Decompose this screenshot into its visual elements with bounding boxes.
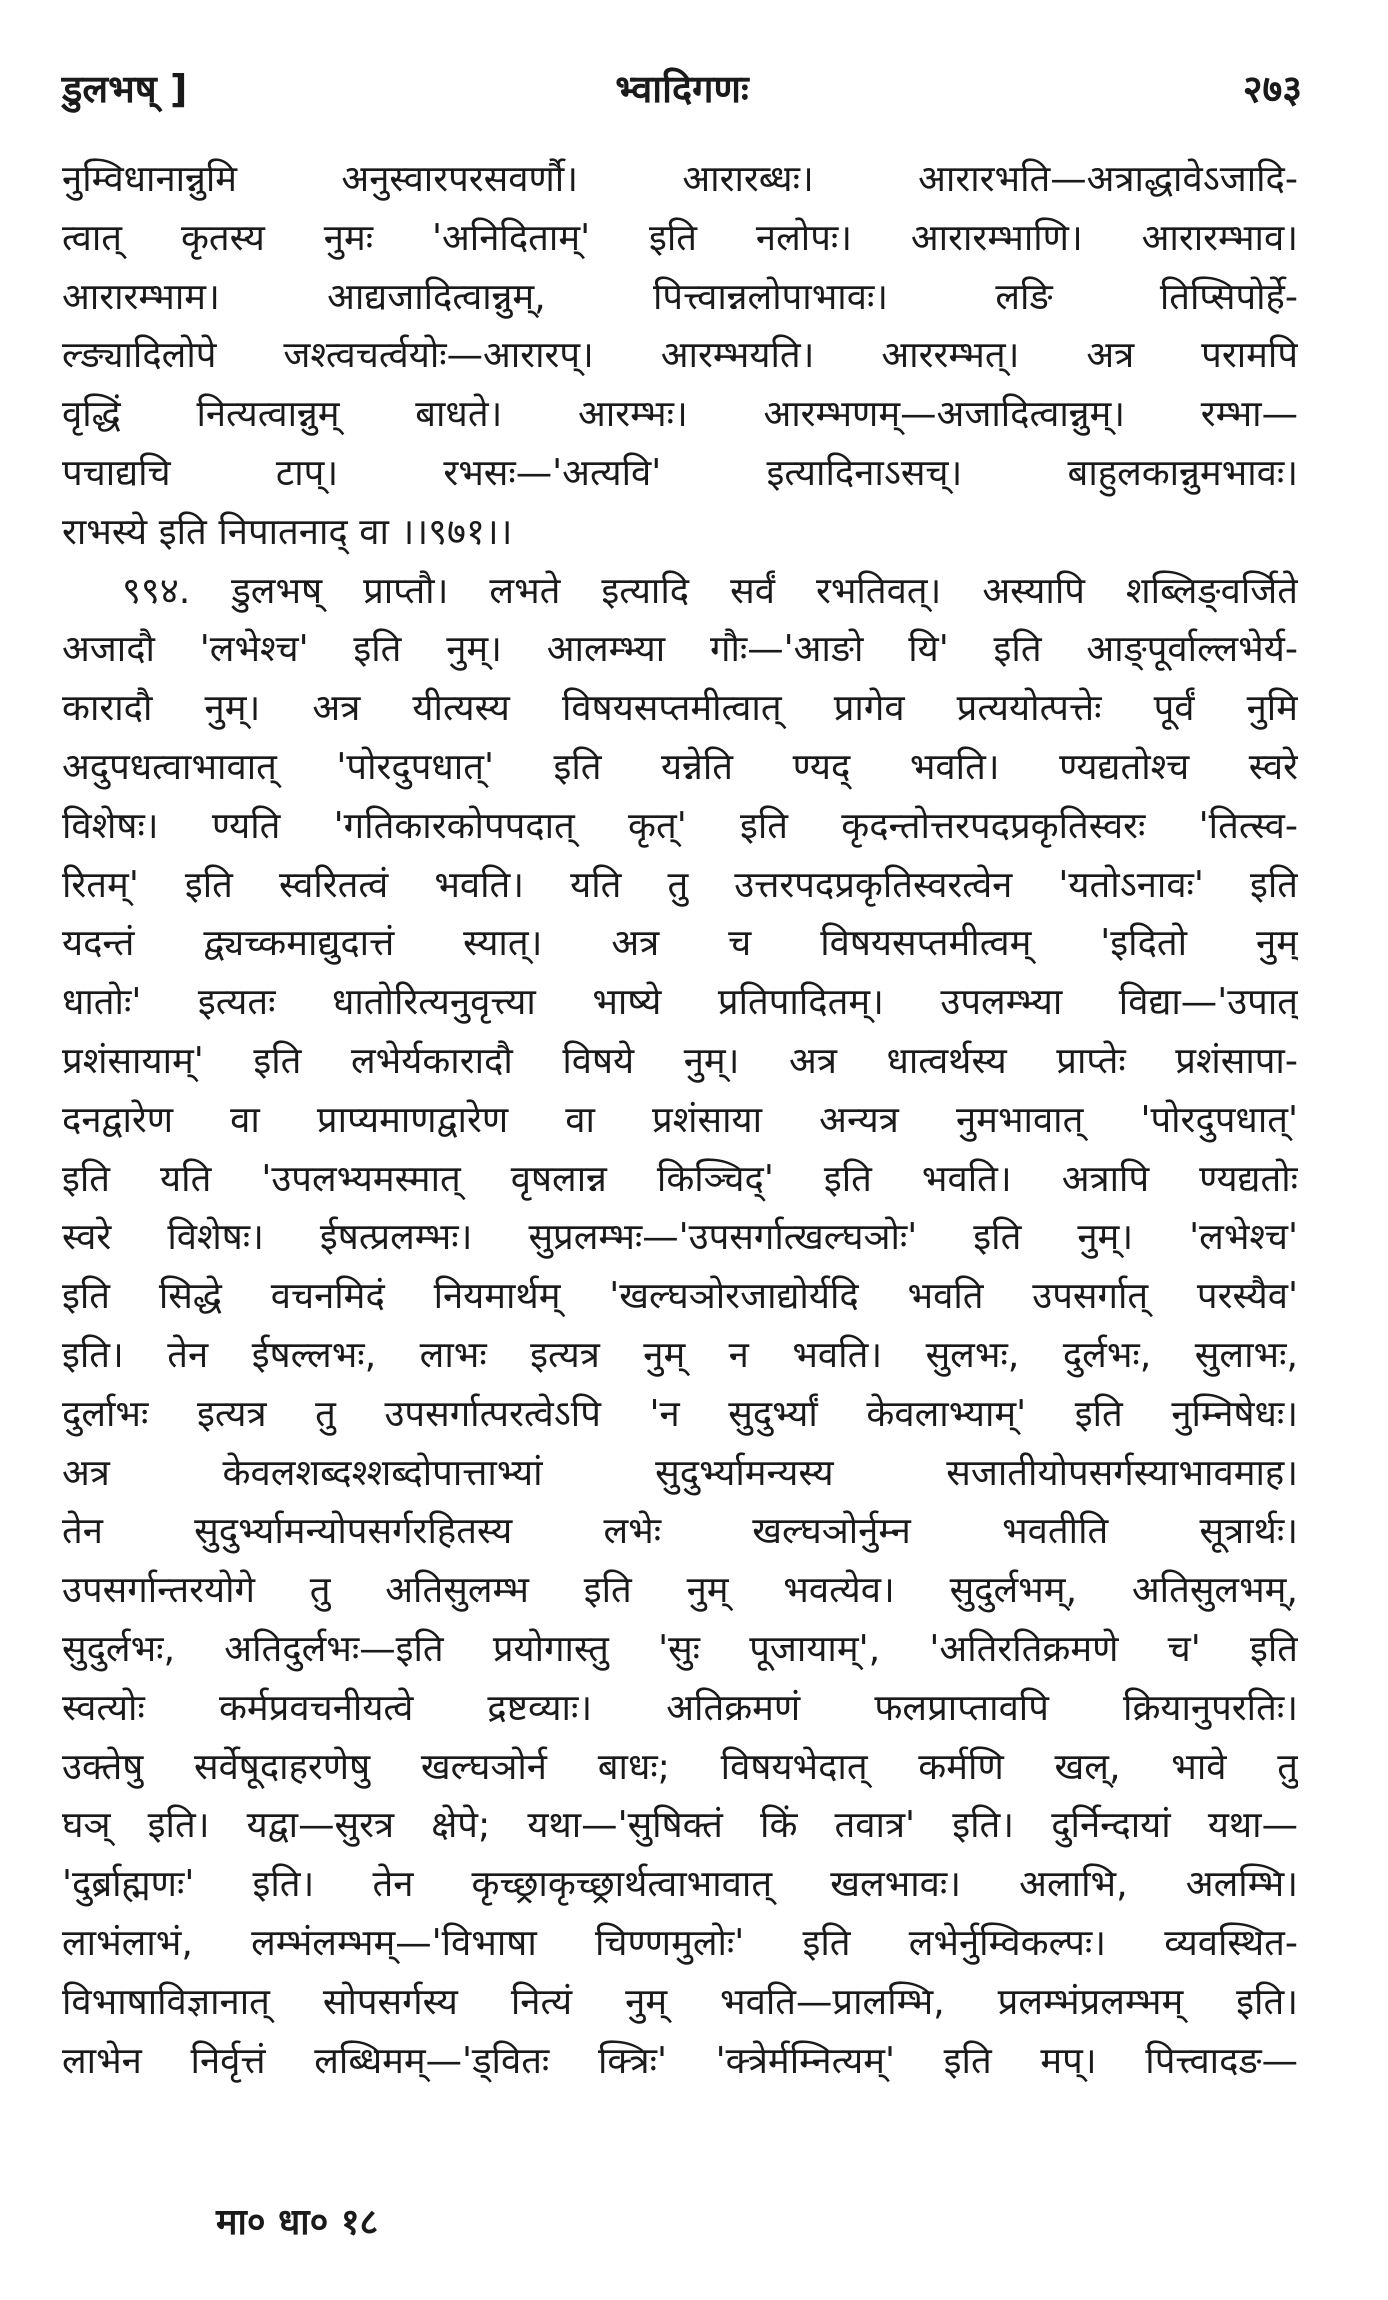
text-line: लाभंलाभं, लम्भंलम्भम्—'विभाषा चिण्णमुलोः' इति लभेर्नुम्विकल्पः। व्यवस्थित- [62,1920,1298,1964]
text-line: उक्तेषु सर्वेषूदाहरणेषु खल्घञोर्न बाधः; विषयभेदात् कर्मणि खल्, भावे तु [62,1744,1298,1788]
text-line: त्वात् कृतस्य नुमः 'अनिदिताम्' इति नलोपः। आरारम्भाणि। आरारम्भाव। [62,215,1298,259]
text-line: इति। तेन ईषल्लभः, लाभः इत्यत्र नुम् न भवति। सुलभः, दुर्लभः, सुलाभः, [62,1332,1298,1376]
text-line: ल्ङ्यादिलोपे जश्त्वचर्त्वयोः—आरारप्। आरम्भयति। आररम्भत्। अत्र परामपि [62,333,1298,377]
page-number: २७३ [1242,67,1302,111]
text-line: सुदुर्लभः, अतिदुर्लभः—इति प्रयोगास्तु 'सुः पूजायाम्', 'अतिरतिक्रमणे च' इति [62,1626,1298,1670]
header-chapter-title: भ्वादिगणः [615,67,749,111]
text-line: अजादौ 'लभेश्च' इति नुम्। आलम्भ्या गौः—'आङो यि' इति आङ्पूर्वाल्लभेर्य- [62,627,1298,671]
text-line: नुम्विधानान्नुमि अनुस्वारपरसवर्णौ। आरारब्धः। आरारभति—अत्राद्धावेऽजादि- [62,157,1298,200]
text-line: इति सिद्धे वचनमिदं नियमार्थम् 'खल्घञोरजाद्योर्यदि भवति उपसर्गात् परस्यैव' [62,1274,1298,1318]
page-body [62,150,1298,2090]
text-line: इति यति 'उपलभ्यमस्मात् वृषलान्न किञ्चिद्' इति भवति। अत्रापि ण्यद्यतोः [62,1156,1298,1200]
text-line: धातोः' इत्यतः धातोरित्यनुवृत्त्या भाष्ये प्रतिपादितम्। उपलम्भ्या विद्या—'उपात् [62,980,1298,1024]
text-line: घञ् इति। यद्वा—सुरत्र क्षेपे; यथा—'सुषिक्तं किं तवात्र' इति। दुर्निन्दायां यथा— [62,1803,1298,1847]
text-line: विशेषः। ण्यति 'गतिकारकोपपदात् कृत्' इति कृदन्तोत्तरपदप्रकृतिस्वरः 'तित्स्व- [62,803,1298,847]
text-line: दुर्लाभः इत्यत्र तु उपसर्गात्परत्वेऽपि 'न सुदुर्भ्यां केवलाभ्याम्' इति नुम्निषेधः। [62,1391,1298,1435]
text-line: अदुपधत्वाभावात् 'पोरदुपधात्' इति यन्नेति ण्यद् भवति। ण्यद्यतोश्च स्वरे [62,744,1298,788]
text-line: स्वरे विशेषः। ईषत्प्रलम्भः। सुप्रलम्भः—'उपसर्गात्खल्घञोः' इति नुम्। 'लभेश्च' [62,1215,1298,1259]
text-line: विभाषाविज्ञानात् सोपसर्गस्य नित्यं नुम् भवति—प्रालम्भि, प्रलम्भंप्रलम्भम् इति। [62,1979,1298,2023]
text-line: दनद्वारेण वा प्राप्यमाणद्वारेण वा प्रशंसाया अन्यत्र नुमभावात् 'पोरदुपधात्' [62,1097,1298,1141]
text-line: यदन्तं द्व्यच्कमाद्युदात्तं स्यात्। अत्र च विषयसप्तमीत्वम् 'इदितो नुम् [62,921,1298,965]
text-line: राभस्ये इति निपातनाद् वा ।।९७१।। [62,509,513,553]
text-line: लाभेन निर्वृत्तं लब्धिमम्—'ड्वितः क्त्रिः' 'क्त्रेर्मम्नित्यम्' इति मप्। पित्त्वादङ— [62,2038,1298,2082]
page-header [62,62,1302,122]
text-line: पचाद्यचि टाप्। रभसः—'अत्यवि' इत्यादिनाऽसच्। बाहुलकान्नुमभावः। [62,450,1298,494]
text-line: रितम्' इति स्वरितत्वं भवति। यति तु उत्तरपदप्रकृतिस्वरत्वेन 'यतोऽनावः' इति [62,862,1298,906]
header-section-label: डुलभष् ] [62,67,188,111]
signature-mark: मा० धा० १८ [216,2202,379,2243]
text-line: आरारम्भाम। आद्यजादित्वान्नुम्, पित्त्वान्नलोपाभावः। लङि तिप्सिपोर्हे- [62,274,1298,318]
text-line: प्रशंसायाम्' इति लभेर्यकारादौ विषये नुम्। अत्र धात्वर्थस्य प्राप्तेः प्रशंसापा- [62,1038,1298,1082]
text-line: तेन सुदुर्भ्यामन्योपसर्गरहितस्य लभेः खल्घञोर्नुम्न भवतीति सूत्रार्थः। [62,1509,1298,1553]
text-line: 'दुर्ब्राह्मणः' इति। तेन कृच्छ्राकृच्छ्रार्थत्वाभावात् खलभावः। अलाभि, अलम्भि। [62,1862,1298,1906]
sutra-entry-line: ९९४. डुलभष् प्राप्तौ। लभते इत्यादि सर्वं रभतिवत्। अस्यापि शब्लिङ्वर्जिते [122,568,1298,612]
text-line: स्वत्योः कर्मप्रवचनीयत्वे द्रष्टव्याः। अतिक्रमणं फलप्राप्तावपि क्रियानुपरतिः। [62,1685,1298,1729]
text-line: वृद्धिं नित्यत्वान्नुम् बाधते। आरम्भः। आरम्भणम्—अजादित्वान्नुम्। रम्भा— [62,392,1298,436]
text-line: अत्र केवलशब्दश्शब्दोपात्ताभ्यां सुदुर्भ्यामन्यस्य सजातीयोपसर्गस्याभावमाह। [62,1450,1298,1494]
text-line: उपसर्गान्तरयोगे तु अतिसुलम्भ इति नुम् भवत्येव। सुदुर्लभम्, अतिसुलभम्, [62,1568,1298,1612]
text-line: कारादौ नुम्। अत्र यीत्यस्य विषयसप्तमीत्वात् प्रागेव प्रत्ययोत्पत्तेः पूर्वं नुमि [62,686,1298,730]
